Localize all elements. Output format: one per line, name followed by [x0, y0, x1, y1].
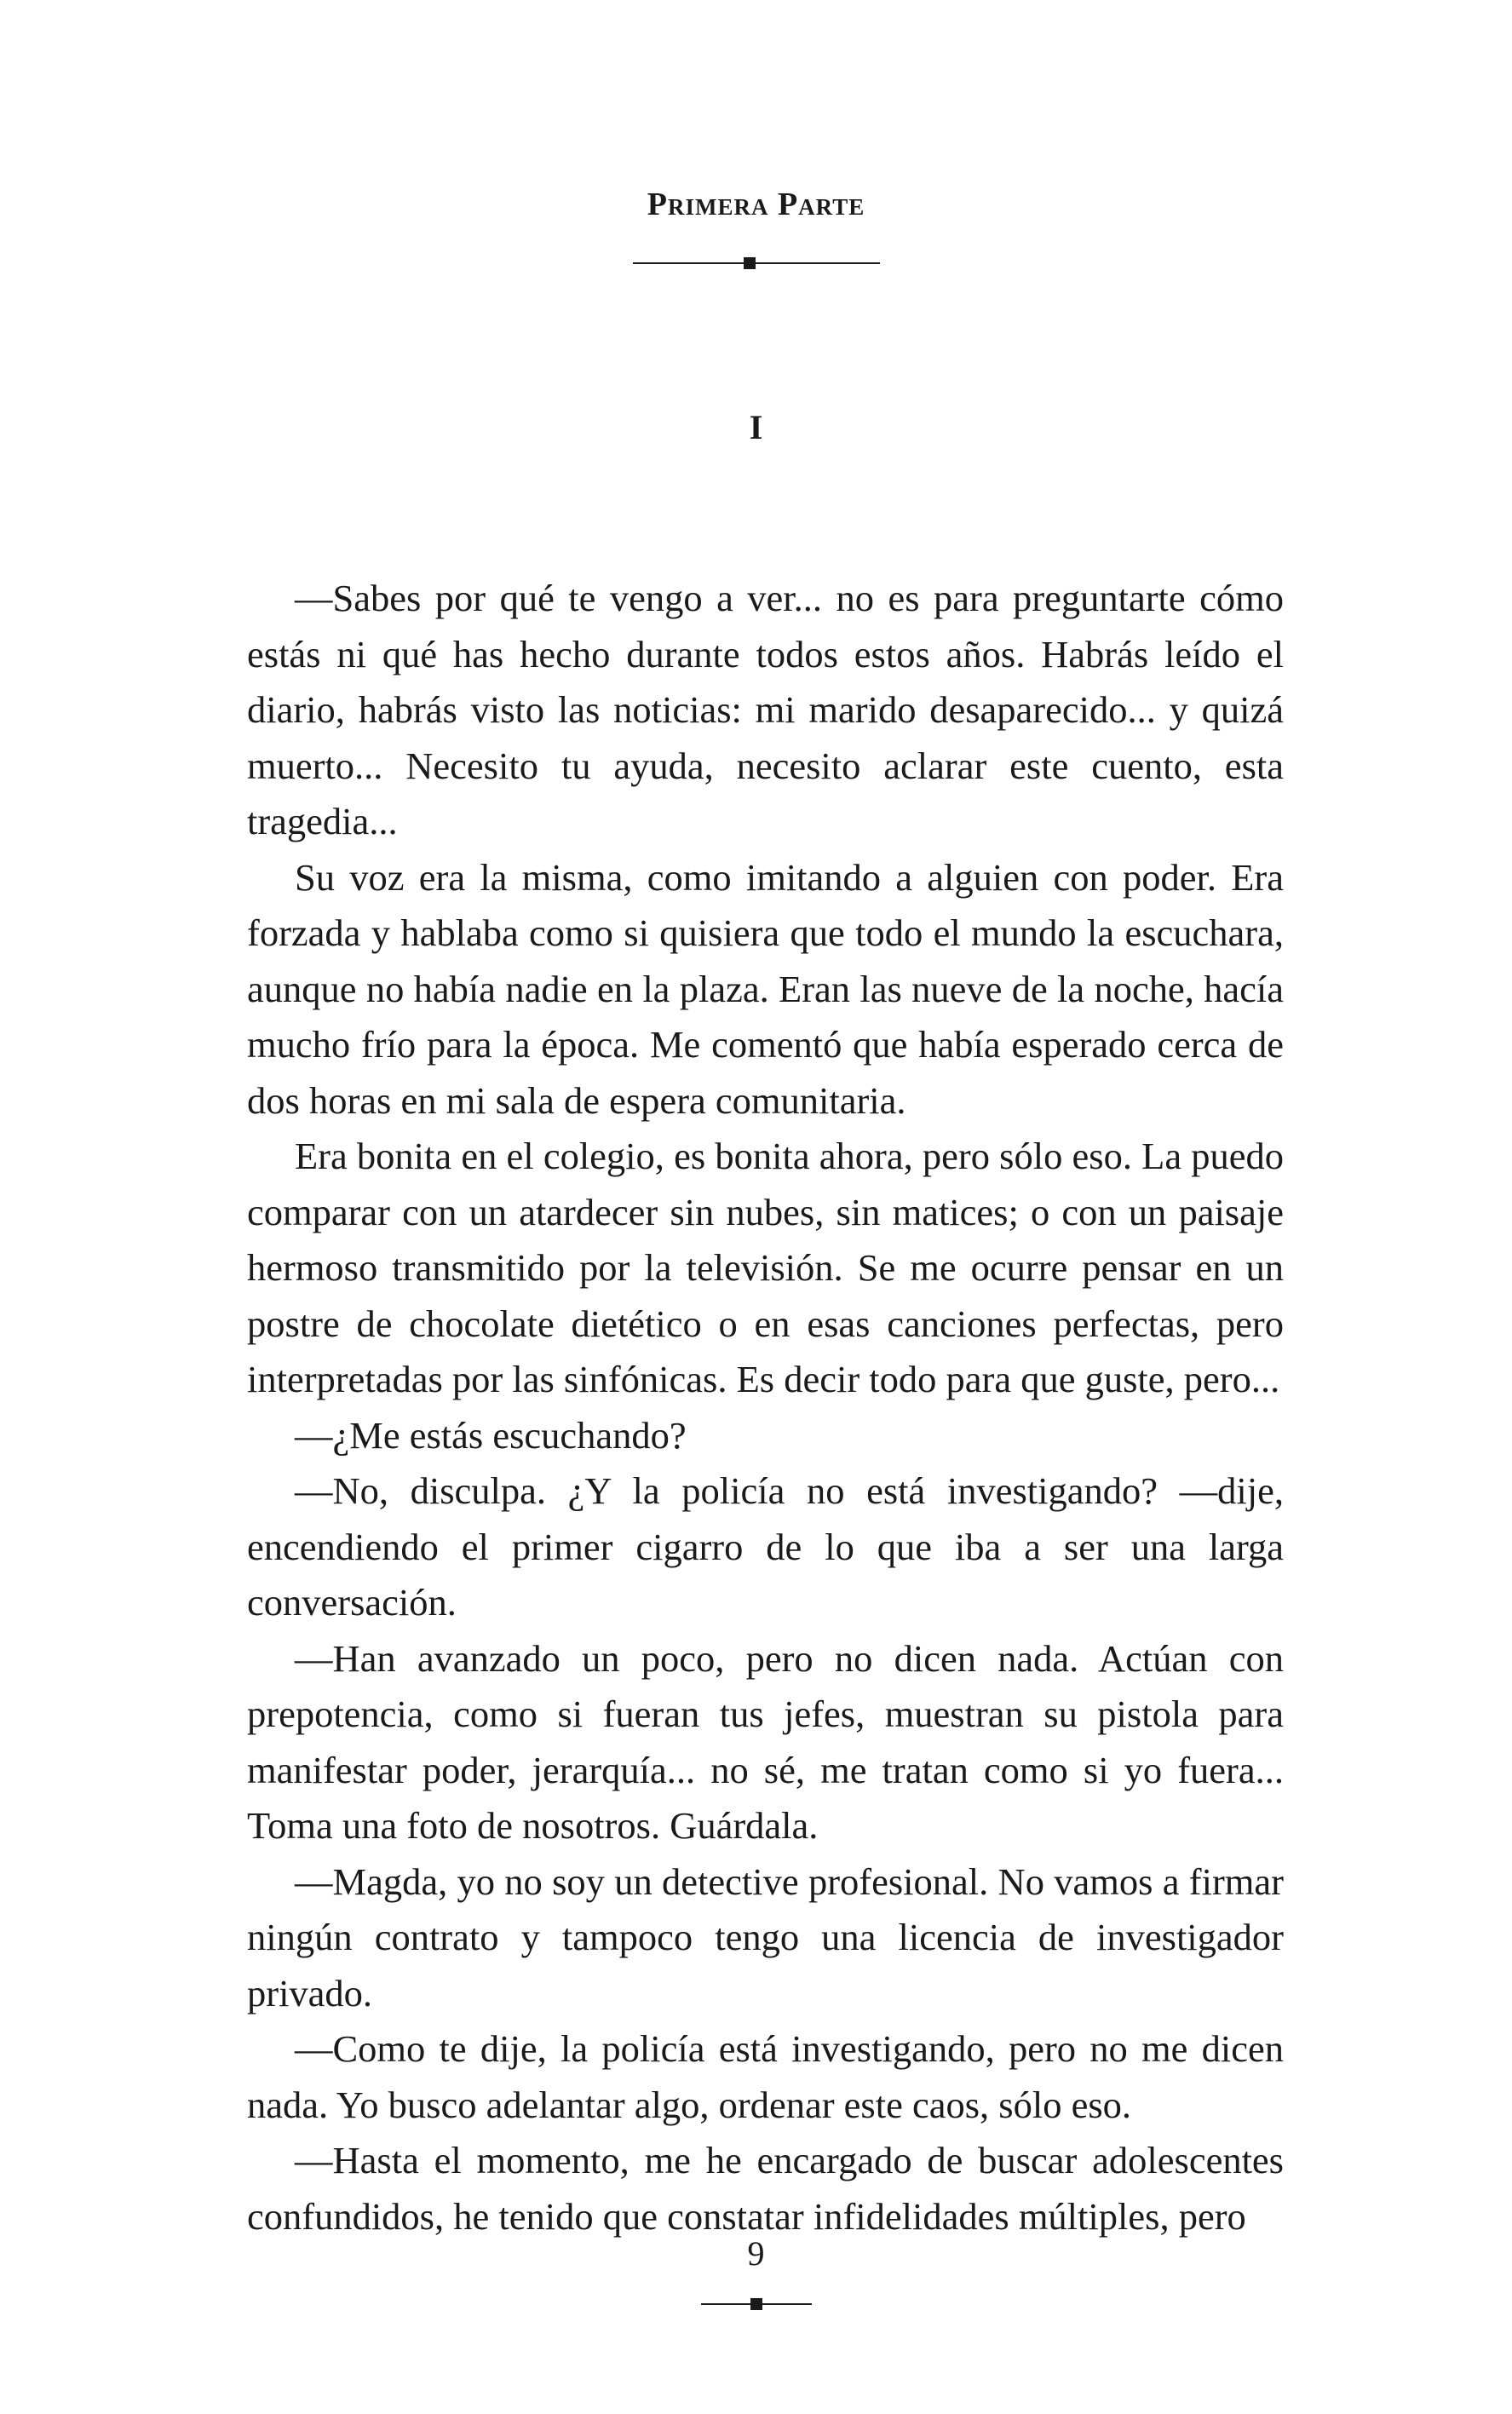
paragraph: Su voz era la misma, como imitando a alguien con poder. Era forzada y hablaba como si quisiera que todo el mundo la escuchara, aunque no había nadie en la plaza. Eran las nueve de la noche, hacía mucho frío para la época. Me comentó que había esperado cerca de dos horas en mi sala de espera comunitaria. — [247, 855, 1284, 1122]
part-title: Primera Parte — [647, 187, 865, 222]
ornament-rule-left — [701, 2303, 750, 2305]
paragraph: Era bonita en el colegio, es bonita ahora, pero sólo eso. La puedo comparar con un atardecer sin nubes, sin matices; o con un paisaje hermoso transmitido por la televisión. Se me ocurre pensar en un postre de chocolate dietético o en esas canciones perfectas, pero interpretadas por las sinfónicas. Es decir todo para que guste, pero... — [247, 1135, 1284, 1400]
ornament-rule-right — [762, 2303, 812, 2305]
ornament-rule-left — [633, 262, 744, 264]
ornament-rule-right — [756, 262, 880, 264]
ornament-square — [750, 2298, 762, 2310]
chapter-number: I — [749, 408, 763, 446]
paragraph: —No, disculpa. ¿Y la policía no está investigando? —dije, encendiendo el primer cigarro de lo que iba a ser una larga conversación. — [247, 1469, 1284, 1624]
footer-ornament — [0, 2298, 1512, 2310]
page-number: 9 — [747, 2234, 765, 2273]
body-text — [247, 571, 1284, 2244]
paragraph: —Como te dije, la policía está investigando, pero no me dicen nada. Yo busco adelantar algo, ordenar este caos, sólo eso. — [247, 2027, 1284, 2126]
paragraph: —Sabes por qué te vengo a ver... no es para preguntarte cómo estás ni qué has hecho durante todos estos años. Habrás leído el diario, habrás visto las noticias: mi marido desaparecido... y quizá muerto... Necesito tu ayuda, necesito aclarar este cuento, esta tragedia... — [247, 577, 1284, 842]
paragraph: —Hasta el momento, me he encargado de buscar adolescentes confundidos, he tenido que constatar infidelidades múltiples, pero — [247, 2139, 1284, 2238]
paragraph: —Magda, yo no soy un detective profesional. No vamos a firmar ningún contrato y tampoco tengo una licencia de investigador privado. — [247, 1859, 1284, 2015]
paragraph: —Han avanzado un poco, pero no dicen nada. Actúan con prepotencia, como si fueran tus jefes, muestran su pistola para manifestar poder, jerarquía... no sé, me tratan como si yo fuera... Toma una foto de nosotros. Guárdala. — [247, 1636, 1284, 1847]
header-ornament — [0, 257, 1512, 269]
ornament-square — [744, 257, 756, 269]
paragraph: —¿Me estás escuchando? — [295, 1413, 687, 1457]
